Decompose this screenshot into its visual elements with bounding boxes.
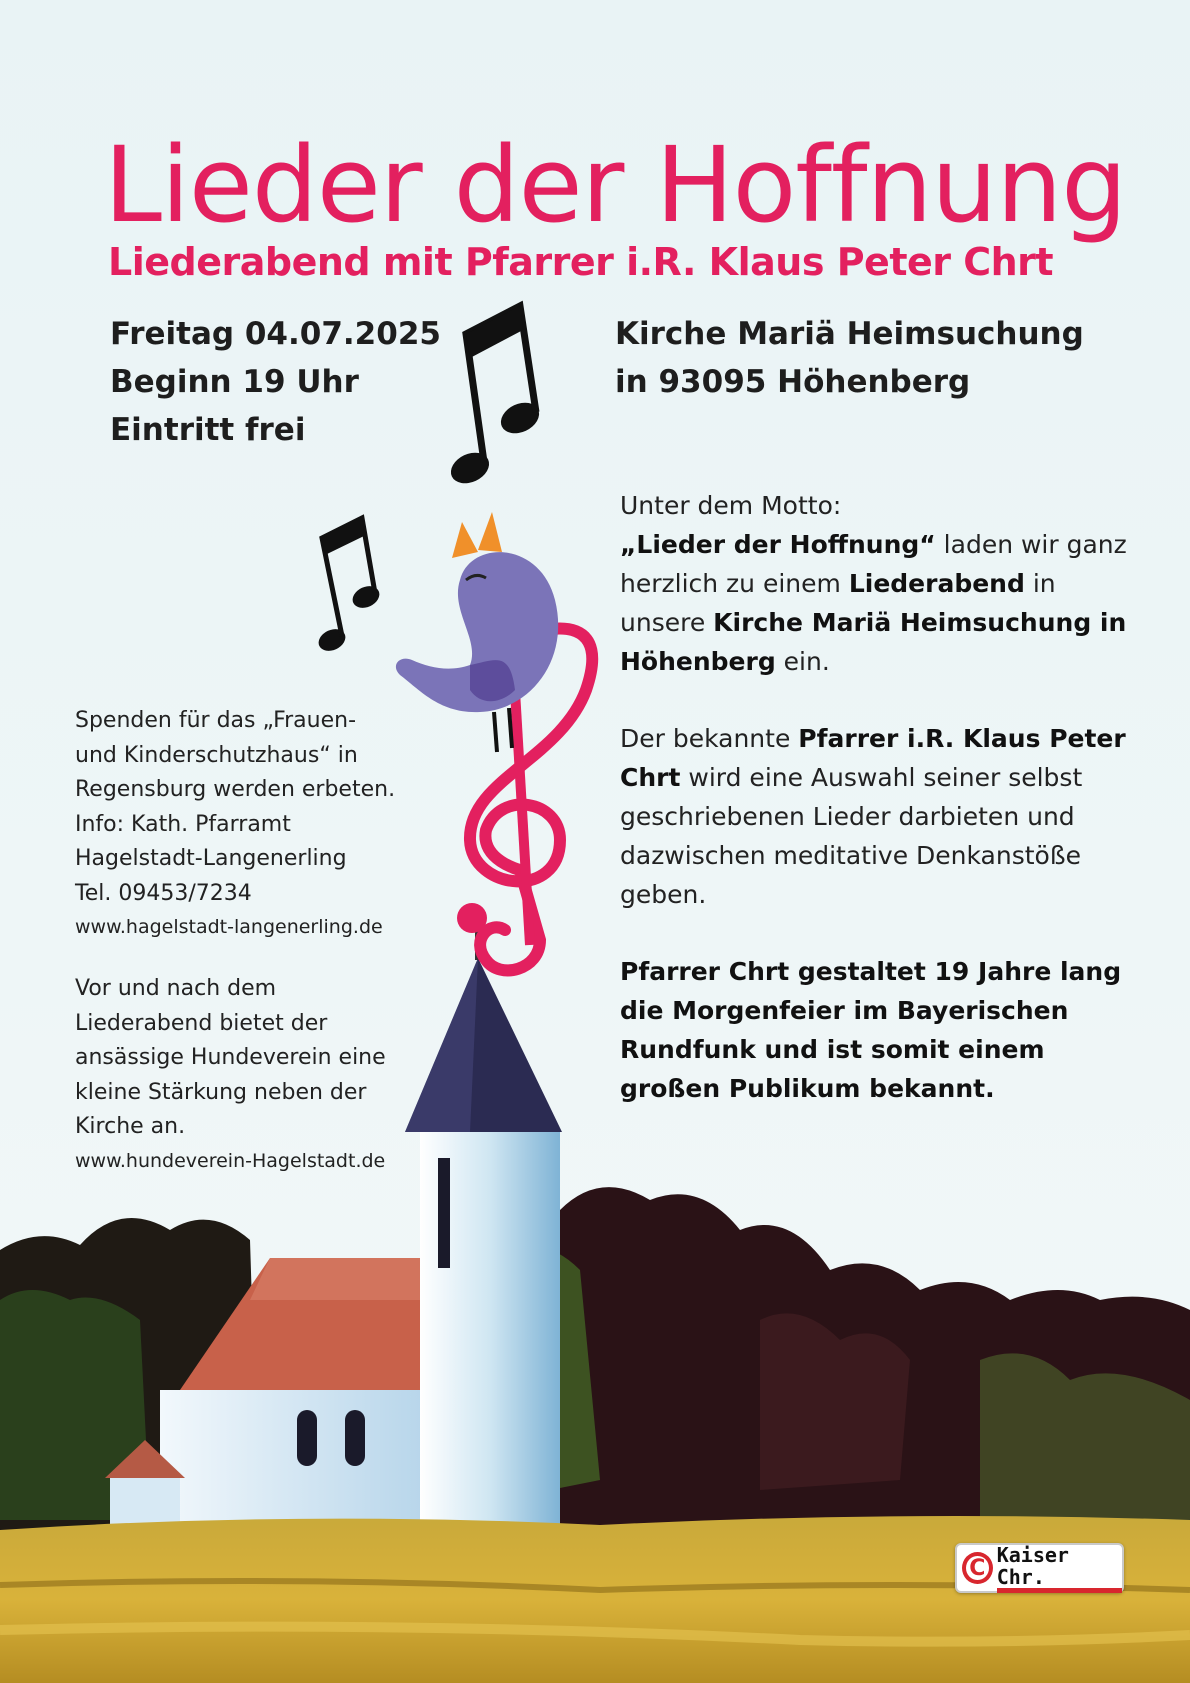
description <box>620 486 1130 1146</box>
event-details <box>110 310 441 454</box>
event-date: Freitag 04.07.2025 <box>110 316 441 352</box>
donations-info: Spenden für das „Frauen- und Kinderschutzhaus“ in Regensburg werden erbeten. Info: Kath. Pfarramt Hagelstadt-Langenerling Tel. 09453/7234 www.hagelstadt-langenerling.de <box>75 704 420 943</box>
copyright-label: Kaiser Chr. <box>997 1544 1122 1593</box>
copyright-badge <box>955 1543 1124 1593</box>
event-time: Beginn 19 Uhr <box>110 364 359 400</box>
poster-title: Lieder der Hoffnung <box>104 124 1127 246</box>
bird-icon <box>396 512 558 752</box>
description-paragraph-2: Der bekannte Pfarrer i.R. Klaus Peter Chrt wird eine Auswahl seiner selbst geschriebenen Lieder darbieten und dazwischen meditative Denkanstöße geben. <box>620 724 1126 909</box>
club-info: Vor und nach dem Liederabend bietet der ansässige Hundeverein eine kleine Stärkung neben der Kirche an. www.hundeverein-Hagelstadt.de <box>75 972 420 1177</box>
copyright-icon: C <box>962 1552 993 1584</box>
parish-website-link[interactable]: www.hagelstadt-langenerling.de <box>75 916 383 938</box>
club-website-link[interactable]: www.hundeverein-Hagelstadt.de <box>75 1149 386 1172</box>
poster-subtitle: Liederabend mit Pfarrer i.R. Klaus Peter Chrt <box>108 240 1054 284</box>
eighth-note-icon <box>446 306 544 489</box>
event-entry: Eintritt frei <box>110 412 306 448</box>
event-location <box>615 310 1084 406</box>
description-paragraph-1: Unter dem Motto: „Lieder der Hoffnung“ laden wir ganz herzlich zu einem Liederabend in unsere Kirche Mariä Heimsuchung in Höhenberg ein. <box>620 491 1127 676</box>
field <box>0 1516 1190 1683</box>
location-line-2: in 93095 Höhenberg <box>615 364 971 400</box>
description-paragraph-3: Pfarrer Chrt gestaltet 19 Jahre lang die Morgenfeier im Bayerischen Rundfunk und ist somit einem großen Publikum bekannt. <box>620 957 1122 1103</box>
small-eighth-note-icon <box>315 518 383 655</box>
location-line-1: Kirche Mariä Heimsuchung <box>615 316 1084 352</box>
